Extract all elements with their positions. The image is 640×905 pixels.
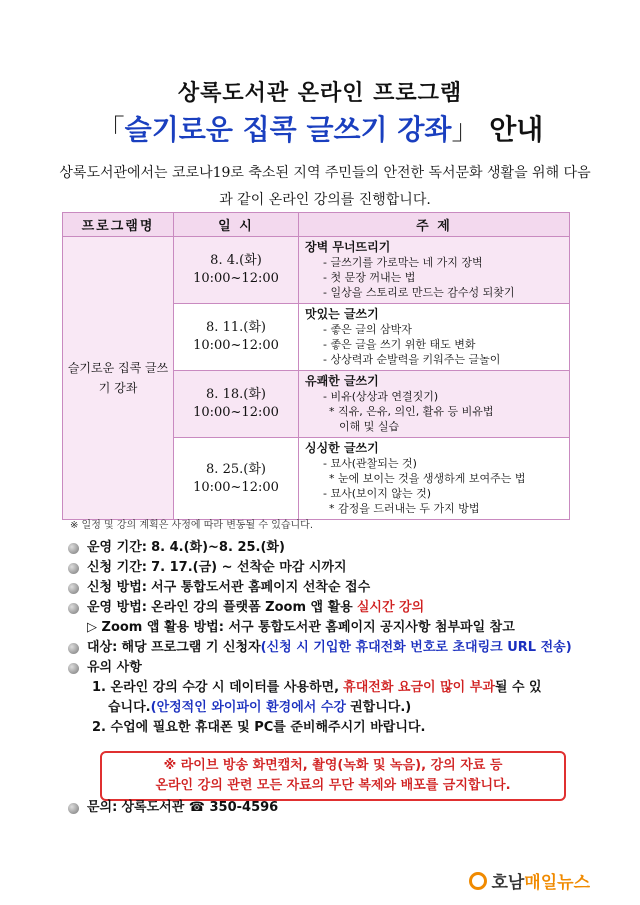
topic-title: 장벽 무너뜨리기 (305, 240, 391, 254)
topic-item: * 눈에 보이는 것을 생생하게 보여주는 법 (329, 472, 526, 485)
info-method: 신청 방법: 서구 통합도서관 홈페이지 선착순 접수 (68, 578, 588, 598)
caution-item-2: 2. 수업에 필요한 휴대폰 및 PC를 준비해주시기 바랍니다. (92, 720, 426, 735)
topic-item: - 글쓰기를 가로막는 네 가지 장벽 (323, 256, 483, 269)
date-cell (174, 438, 299, 520)
info-run: 운영 방법: 온라인 강의 플랫폼 Zoom 앱 활용 실시간 강의 (68, 598, 588, 618)
header-program: 프로그램명 (63, 213, 174, 237)
info-period: 운영 기간: 8. 4.(화)~8. 25.(화) (68, 538, 588, 558)
publisher-logo: 호남 매일뉴스 (469, 868, 590, 893)
session-time: 10:00~12:00 (193, 271, 279, 286)
bracket-open: 「 (96, 113, 125, 146)
header-topic: 주 제 (299, 213, 570, 237)
bullet-icon (68, 543, 79, 554)
topic-title: 싱싱한 글쓰기 (305, 441, 379, 455)
bullet-icon (68, 663, 79, 674)
caution-item-1: 1. 온라인 강의 수강 시 데이터를 사용하면, 휴대전화 요금이 많이 부과 될 수 있 (92, 680, 542, 695)
topic-cell (299, 438, 570, 520)
topic-item: * 감정을 드러내는 두 가지 방법 (329, 502, 480, 515)
info-apply: 신청 기간: 7. 17.(금) ~ 선착순 마감 시까지 (68, 558, 588, 578)
session-time: 10:00~12:00 (193, 405, 279, 420)
info-target: 대상: 해당 프로그램 기 신청자 (신청 시 기입한 휴대전화 번호로 초대링크 URL 전송) (68, 638, 588, 658)
session-date: 8. 4.(화) (210, 253, 262, 268)
date-cell (174, 304, 299, 371)
title-line1: 상록도서관 온라인 프로그램 (177, 81, 463, 106)
session-time: 10:00~12:00 (193, 479, 279, 495)
table-header-row (63, 213, 570, 237)
topic-cell (299, 304, 570, 371)
info-caution: 유의 사항 (68, 658, 588, 678)
topic-item: - 첫 문장 꺼내는 법 (323, 271, 416, 284)
program-title: 슬기로운 집콕 글쓰기 강좌 (124, 113, 452, 146)
bullet-icon (68, 583, 79, 594)
date-cell (174, 237, 299, 304)
logo-mark-icon (469, 872, 487, 890)
warning-line-2: 온라인 강의 관련 모든 자료의 무단 복제와 배포를 금지합니다. (155, 778, 511, 793)
bullet-icon (68, 603, 79, 614)
info-zoom: ▷ Zoom 앱 활용 방법: 서구 통합도서관 홈페이지 공지사항 첨부파일 참고 (87, 620, 515, 635)
copyright-warning (100, 751, 566, 801)
title-line2 (0, 108, 640, 148)
topic-item: - 일상을 스토리로 만드는 감수성 되찾기 (323, 286, 515, 299)
session-date: 8. 18.(화) (206, 387, 266, 402)
topic-item: - 상상력과 순발력을 키워주는 글놀이 (323, 353, 501, 366)
info-section (68, 538, 588, 738)
topic-item: - 묘사(보이지 않는 것) (323, 487, 432, 500)
topic-item: - 비유(상상과 연결짓기) (323, 390, 439, 403)
intro-text: 상록도서관에서는 코로나19로 축소된 지역 주민들의 안전한 독서문화 생활을 위해 다음과 같이 온라인 강의를 진행합니다. (59, 165, 591, 208)
schedule-table (62, 212, 570, 520)
bullet-icon (68, 563, 79, 574)
bullet-icon (68, 643, 79, 654)
session-time: 10:00~12:00 (193, 338, 279, 353)
session-date: 8. 25.(화) (206, 461, 266, 477)
title-suffix: 안내 (489, 113, 544, 146)
header-date: 일 시 (174, 213, 299, 237)
topic-item: 이해 및 실습 (339, 420, 400, 433)
topic-title: 맛있는 글쓰기 (305, 307, 379, 321)
bracket-close: 」 (451, 113, 480, 146)
topic-item: - 좋은 글을 쓰기 위한 태도 변화 (323, 338, 476, 351)
topic-cell (299, 371, 570, 438)
bullet-icon (68, 803, 79, 814)
topic-title: 유쾌한 글쓰기 (305, 374, 379, 388)
topic-item: - 좋은 글의 삼박자 (323, 323, 412, 336)
table-row (63, 237, 570, 304)
contact-info: 문의: 상록도서관 ☎ 350-4596 (68, 798, 278, 818)
caution-item-1-cont: 습니다. (안정적인 와이파이 환경에서 수강 권합니다.) (108, 700, 412, 715)
session-date: 8. 11.(화) (206, 320, 266, 335)
topic-item: * 직유, 은유, 의인, 활유 등 비유법 (329, 405, 494, 418)
warning-line-1: ※ 라이브 방송 화면캡처, 촬영(녹화 및 녹음), 강의 자료 등 (163, 758, 503, 773)
schedule-note: ※ 일정 및 강의 계획은 사정에 따라 변동될 수 있습니다. (70, 520, 314, 531)
topic-cell (299, 237, 570, 304)
program-name-cell: 슬기로운 집콕 글쓰기 강좌 (63, 237, 174, 520)
date-cell (174, 371, 299, 438)
topic-item: - 묘사(관찰되는 것) (323, 457, 417, 470)
